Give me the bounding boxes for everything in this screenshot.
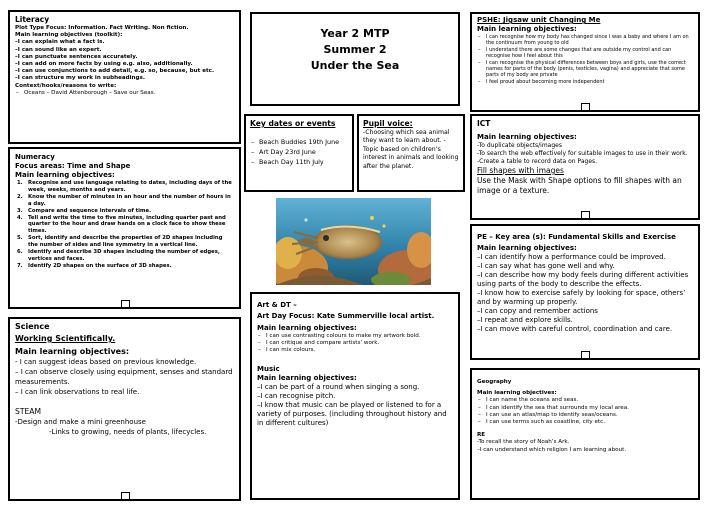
science-objectives-heading: Main learning objectives:	[15, 347, 130, 356]
mtp-year: Year 2 MTP	[320, 27, 390, 40]
ict-objectives-heading: Main learning objectives:	[477, 133, 577, 141]
pshe-objectives-heading: Main learning objectives:	[477, 25, 577, 33]
key-date-item: – Beach Buddies 19th June	[250, 137, 348, 147]
music-objective: –I can be part of a round when singing a song.	[257, 382, 420, 391]
ict-objective: -To duplicate objects/images	[477, 142, 562, 149]
numeracy-objective: 3. Compare and sequence intervals of time.	[17, 207, 152, 214]
pshe-objective: – I feel proud about becoming more independent	[477, 79, 693, 85]
numeracy-objective: 1. Recognise and use language relating to dates, including days of the week, weeks, months and years.	[17, 180, 232, 193]
ict-objective: -To search the web effectively for suitable images to use in their work.	[477, 150, 688, 157]
geography-objectives-heading: Main learning objectives:	[477, 390, 557, 397]
steam-line: -Links to growing, needs of plants, lifecycles.	[49, 428, 207, 436]
steam-title: STEAM	[15, 407, 42, 416]
mtp-title-box	[250, 12, 460, 106]
numeracy-objectives-heading: Main learning objectives:	[15, 171, 115, 179]
ict-box	[470, 114, 700, 220]
key-dates-title: Key dates or events	[250, 119, 336, 128]
science-objective: – I can link observations to real life.	[15, 388, 140, 396]
pupil-voice-title: Pupil voice:	[363, 119, 413, 128]
resize-handle[interactable]	[581, 351, 590, 359]
re-line: -To recall the story of Noah’s Ark.	[477, 439, 570, 446]
pe-objective: –I know how to exercise safely by looking for space, others’ and by warming up properly.	[477, 289, 686, 306]
geography-objective: – I can name the oceans and seas.	[477, 397, 693, 404]
pe-title: PE – Key area (s): Fundamental Skills and Exercise	[477, 233, 676, 241]
numeracy-objective: 7. Identify 2D shapes on the surface of 3D shapes.	[17, 262, 172, 269]
music-objective: –I can recognise pitch.	[257, 391, 336, 400]
literacy-objective: –I can structure my work in subheadings.	[15, 75, 145, 82]
pshe-objective: – I can recognise the physical differences between boys and girls, use the correct names for parts of the body (penis, testicles, vagina) and appreciate that some parts of my body are private	[477, 60, 693, 79]
literacy-context-heading: Context/hooks/reasons to write:	[15, 82, 117, 89]
numeracy-focus: Focus areas: Time and Shape	[15, 162, 131, 170]
art-focus: Art Day Focus: Kate Summerville local artist.	[257, 312, 435, 320]
pshe-objective: – I understand there are some changes that are outside my control and can recognise how I feel about this	[477, 47, 693, 60]
re-line: –I can understand which religion I am learning about.	[477, 446, 627, 453]
under-the-sea-photo	[276, 198, 431, 285]
cuttlefish-reef-image	[276, 198, 431, 285]
literacy-objective: –I can use conjunctions to add detail, e.g. so, because, but etc.	[15, 68, 215, 75]
key-date-item: – Art Day 23rd June	[250, 147, 348, 157]
art-title: Art & DT –	[257, 301, 297, 309]
pe-objective: –I can copy and remember actions	[477, 307, 598, 315]
steam-line: -Design and make a mini greenhouse	[15, 418, 146, 426]
resize-handle[interactable]	[581, 211, 590, 219]
pshe-title: PSHE: Jigsaw unit Changing Me	[477, 16, 601, 24]
pe-objectives-heading: Main learning objectives:	[477, 244, 577, 252]
geography-title: Geography	[477, 379, 512, 385]
pe-objective: –I repeat and explore skills.	[477, 316, 573, 324]
key-date-item: – Beach Day 11th July	[250, 157, 348, 167]
art-objective: – I can critique and compare artists’ work.	[257, 340, 453, 347]
re-title: RE	[477, 432, 486, 439]
literacy-objective: –I can punctuate sentences accurately.	[15, 53, 138, 60]
science-objective: – I can observe closely using equipment, senses and standard measurements.	[15, 368, 233, 386]
art-objective: – I can use contrasting colours to make my artwork bold.	[257, 333, 453, 340]
mtp-topic: Under the Sea	[310, 59, 400, 72]
geography-objective: – I can identify the sea that surrounds my local area.	[477, 405, 693, 412]
geography-objective: – I can use an atlas/map to identify seas/oceans.	[477, 412, 693, 419]
literacy-box	[8, 10, 241, 144]
art-objectives-heading: Main learning objectives:	[257, 324, 357, 332]
pupil-voice-text: -Choosing which sea animal they want to learn about. -Topic based on children’s interest in animals and looking after the planet.	[363, 129, 459, 170]
numeracy-objective: 4. Tell and write the time to five minutes, including quarter past and quarter to the hour and draw hands on a clock face to show these times.	[17, 214, 226, 235]
resize-handle[interactable]	[581, 103, 590, 111]
music-objectives-heading: Main learning objectives:	[257, 373, 357, 382]
pe-objective: –I can describe how my body feels during different activities using parts of the body to describe the effects.	[477, 271, 689, 288]
pe-objective: –I can move with careful control, coordination and care.	[477, 325, 673, 333]
science-title: Science	[15, 322, 50, 331]
pe-box	[470, 224, 700, 360]
literacy-objective: –I can add on more facts by using e.g. also, additionally.	[15, 61, 193, 68]
literacy-plot-type: Plot Type Focus: Information. Fact Writing. Non fiction.	[15, 25, 189, 31]
resize-handle[interactable]	[121, 492, 130, 500]
literacy-context: – Oceans – David Attenborough – Save our Seas.	[15, 90, 234, 97]
music-objective: –I know that music can be played or listened to for a variety of purposes. (including throughout history and in different cultures)	[257, 400, 447, 427]
numeracy-objective: 6. Identify and describe 3D shapes including the number of edges, vertices and faces.	[17, 249, 220, 262]
ict-title: ICT	[477, 119, 491, 128]
resize-handle[interactable]	[121, 300, 130, 308]
art-objective: – I can mix colours.	[257, 347, 453, 354]
numeracy-title: Numeracy	[15, 153, 55, 161]
numeracy-box	[8, 147, 241, 309]
literacy-objectives-heading: Main learning objectives (toolkit):	[15, 32, 123, 39]
ict-sub-text: Use the Mask with Shape options to fill shapes with an image or a texture.	[477, 176, 682, 195]
pshe-objective: – I can recognise how my body has changed since I was a baby and where I am on the continuum from young to old	[477, 34, 693, 47]
numeracy-objective: 5. Sort, identify and describe the properties of 2D shapes including the number of sides and line symmetry in a vertical line.	[17, 235, 223, 249]
numeracy-objective: 2. Know the number of minutes in an hour and the number of hours in a day.	[17, 193, 231, 207]
ict-objective: -Create a table to record data on Pages.	[477, 158, 598, 165]
ict-sub-heading: Fill shapes with images	[477, 166, 564, 175]
pe-objective: –I can identify how a performance could be improved.	[477, 253, 666, 261]
science-sub-title: Working Scientifically.	[15, 334, 116, 343]
geography-box	[470, 368, 700, 500]
pshe-box	[470, 12, 700, 112]
literacy-title: Literacy	[15, 15, 50, 24]
pupil-voice-box	[357, 114, 465, 192]
science-objective: - I can suggest ideas based on previous knowledge.	[15, 358, 197, 366]
pe-objective: –I can say what has gone well and why.	[477, 262, 615, 270]
literacy-objective: –I can explain what a fact is.	[15, 39, 105, 46]
key-dates-box	[244, 114, 354, 192]
mtp-term: Summer 2	[323, 43, 387, 56]
geography-objective: – I can use terms such as coastline, city etc.	[477, 419, 693, 426]
science-box	[8, 317, 241, 501]
literacy-objective: –I can sound like an expert.	[15, 46, 102, 53]
music-title: Music	[257, 364, 280, 373]
art-dt-box	[250, 292, 460, 500]
